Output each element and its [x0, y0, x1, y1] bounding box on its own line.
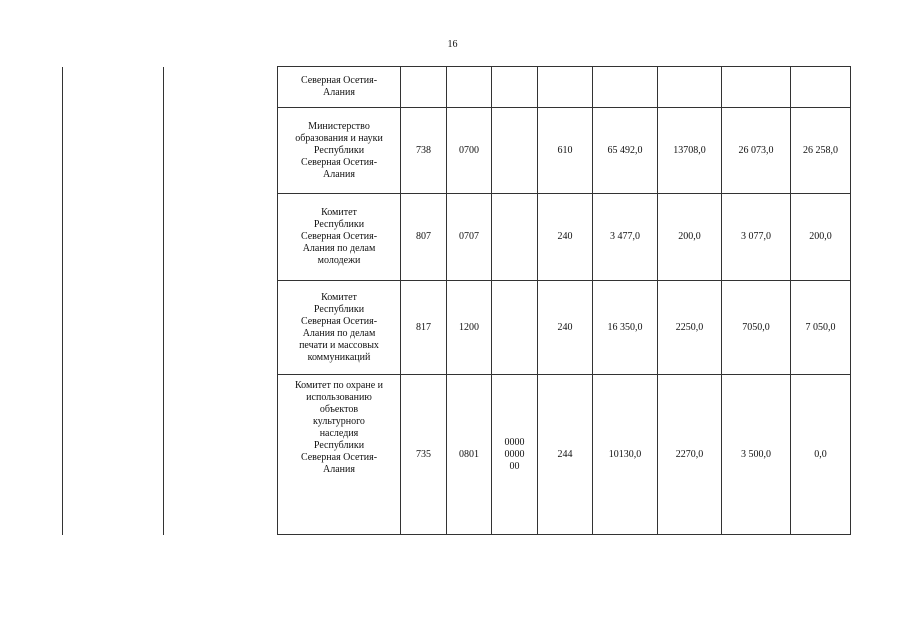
grbs-cell: 735: [401, 375, 447, 535]
value-cell-1: 16 350,0: [593, 281, 658, 375]
rz-pr-cell: 0801: [447, 375, 492, 535]
rz-pr-cell: 1200: [447, 281, 492, 375]
csr-cell: [492, 281, 538, 375]
value-cell-3: 26 073,0: [722, 108, 791, 194]
rz-pr-cell: 0700: [447, 108, 492, 194]
vr-cell: 240: [538, 281, 593, 375]
value-cell-4: 26 258,0: [791, 108, 851, 194]
value-cell-1: 65 492,0: [593, 108, 658, 194]
rz-pr-cell: [447, 67, 492, 108]
csr-cell: [492, 194, 538, 281]
vr-cell: 240: [538, 194, 593, 281]
executor-name-cell: Северная Осетия- Алания: [278, 67, 401, 108]
page-number: 16: [447, 39, 458, 50]
rz-pr-cell: 0707: [447, 194, 492, 281]
value-cell-2: 2270,0: [658, 375, 722, 535]
value-cell-2: 2250,0: [658, 281, 722, 375]
grbs-cell: 738: [401, 108, 447, 194]
value-cell-1: 10130,0: [593, 375, 658, 535]
table-row: [63, 67, 851, 108]
value-cell-3: 7050,0: [722, 281, 791, 375]
value-cell-4: 0,0: [791, 375, 851, 535]
value-cell-4: 200,0: [791, 194, 851, 281]
vr-cell: 244: [538, 375, 593, 535]
csr-cell: 0000 0000 00: [492, 375, 538, 535]
value-cell-3: [722, 67, 791, 108]
value-cell-4: [791, 67, 851, 108]
budget-table: [62, 66, 851, 535]
vr-cell: 610: [538, 108, 593, 194]
value-cell-2: [658, 67, 722, 108]
value-cell-3: 3 077,0: [722, 194, 791, 281]
grbs-cell: 807: [401, 194, 447, 281]
csr-cell: [492, 67, 538, 108]
executor-name-cell: Министерство образования и науки Республики Северная Осетия- Алания: [278, 108, 401, 194]
subprogram-cell: [164, 67, 278, 535]
value-cell-2: 200,0: [658, 194, 722, 281]
program-cell: [63, 67, 164, 535]
vr-cell: [538, 67, 593, 108]
grbs-cell: 817: [401, 281, 447, 375]
executor-name-cell: Комитет Республики Северная Осетия- Алания по делам печати и массовых коммуникаций: [278, 281, 401, 375]
value-cell-3: 3 500,0: [722, 375, 791, 535]
executor-name-cell: Комитет Республики Северная Осетия- Алания по делам молодежи: [278, 194, 401, 281]
executor-name-cell: Комитет по охране и использованию объектов культурного наследия Республики Северная Осетия- Алания: [278, 375, 401, 535]
csr-cell: [492, 108, 538, 194]
value-cell-4: 7 050,0: [791, 281, 851, 375]
value-cell-1: [593, 67, 658, 108]
value-cell-2: 13708,0: [658, 108, 722, 194]
grbs-cell: [401, 67, 447, 108]
value-cell-1: 3 477,0: [593, 194, 658, 281]
